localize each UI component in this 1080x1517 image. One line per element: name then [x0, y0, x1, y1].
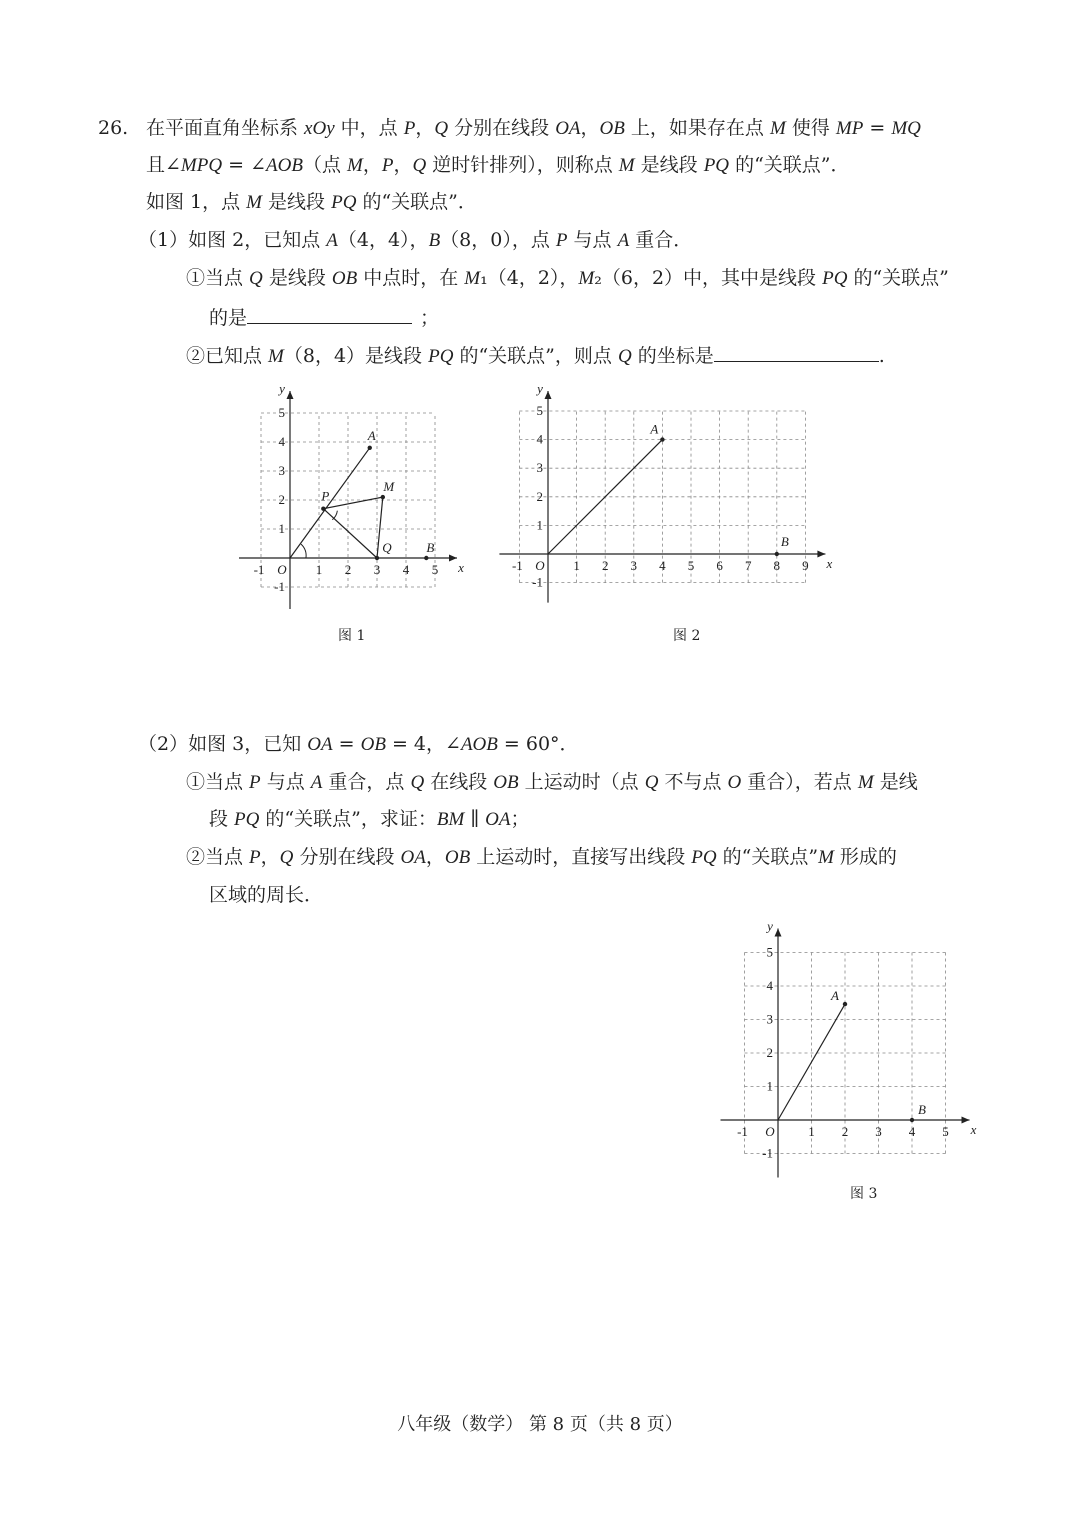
text-run: ， — [415, 117, 435, 139]
text-run: 重合，点 — [322, 771, 411, 793]
point-A — [368, 446, 372, 450]
x-tick-label: 3 — [875, 1124, 882, 1139]
q1-answer-prefix: 的是 — [209, 307, 248, 329]
text-run: 重合． — [629, 229, 693, 251]
part1-question2 — [186, 341, 885, 370]
label-B: B — [918, 1102, 926, 1117]
math-symbol: PQ — [428, 346, 454, 367]
q2-text — [186, 345, 714, 367]
y-tick-label: -1 — [762, 1145, 773, 1161]
figure-1 — [240, 380, 470, 620]
math-symbol: OA — [400, 847, 426, 868]
math-symbol: OB — [599, 118, 625, 139]
point-B — [910, 1118, 914, 1122]
y-axis-label: y — [279, 381, 285, 396]
x-tick-label: 3 — [373, 562, 381, 577]
text-run: ①当点 — [186, 267, 250, 289]
math-symbol: Q — [644, 772, 659, 793]
math-symbol: PQ — [822, 268, 848, 289]
math-symbol: M — [618, 155, 635, 176]
point-Q — [375, 556, 379, 560]
text-run: ， — [393, 154, 413, 176]
text-run: 与点 — [260, 771, 311, 793]
math-symbol: M — [246, 192, 262, 213]
y-axis-arrow — [287, 391, 294, 399]
text-run: ②当点 — [186, 846, 250, 868]
x-tick-label: 9 — [802, 558, 809, 573]
text-run: 的“关联点” — [847, 267, 949, 289]
label-A: A — [367, 427, 376, 443]
x-tick-label: 5 — [431, 562, 439, 577]
label-Q: Q — [382, 540, 392, 555]
x-tick-label: 6 — [716, 558, 723, 573]
math-symbol: M — [346, 155, 363, 176]
math-symbol: P — [249, 847, 261, 868]
text-run: 分别在线段 — [448, 117, 556, 139]
math-symbol: OB — [444, 847, 471, 868]
text-run: = 4，∠ — [385, 733, 461, 755]
math-symbol: P — [381, 155, 394, 176]
y-tick-label: 2 — [278, 492, 285, 507]
text-run: ②已知点 — [186, 345, 269, 367]
text-run: = — [332, 733, 361, 755]
text-run: （8，0），点 — [440, 229, 556, 251]
math-symbol: OA — [485, 809, 511, 830]
math-symbol: M — [464, 268, 481, 289]
math-symbol: AOB — [460, 734, 498, 755]
text-run: ， — [362, 154, 382, 176]
text-run: 中，点 — [334, 117, 404, 139]
y-tick-label: 3 — [278, 463, 285, 478]
x-tick-label: 4 — [659, 558, 666, 573]
text-run: 中点时，在 — [357, 267, 465, 289]
part2-question1-line1 — [186, 769, 918, 796]
math-symbol: A — [617, 230, 630, 251]
math-symbol: PQ — [234, 809, 260, 830]
text-run: ； — [510, 808, 530, 830]
point-A — [660, 437, 664, 441]
answer-blank-1[interactable] — [247, 303, 412, 324]
y-axis-label: y — [537, 381, 543, 396]
figure-3-caption: 图 3 — [850, 1186, 878, 1202]
part1-heading — [138, 227, 692, 254]
math-symbol: M — [268, 346, 284, 367]
label-B: B — [426, 540, 435, 555]
text-run: 上，如果存在点 — [624, 117, 770, 139]
y-tick-label: 1 — [766, 1078, 773, 1094]
text-run: （8，4）是线段 — [283, 345, 429, 367]
point-P — [321, 507, 325, 511]
point-B — [424, 556, 428, 560]
text-run: 在线段 — [424, 771, 494, 793]
y-tick-label: 5 — [766, 944, 773, 960]
math-symbol: AOB — [266, 155, 303, 176]
text-run: = ∠ — [222, 154, 266, 176]
text-run: ∥ — [464, 808, 486, 830]
text-run: 使得 — [785, 117, 836, 139]
text-run: 是线段 — [262, 191, 332, 213]
text-run: ， — [580, 117, 600, 139]
text-run: 形成的 — [833, 846, 897, 868]
text-run: （1）如图 2，已知点 — [138, 229, 327, 251]
point-M — [381, 495, 385, 499]
answer-blank-2[interactable] — [714, 341, 879, 362]
figure-2-caption: 图 2 — [673, 628, 701, 644]
segment-OA — [548, 440, 662, 554]
math-symbol: OB — [331, 268, 358, 289]
text-run: ₂（6，2）中，其中是线段 — [594, 267, 823, 289]
text-run: 是线 — [873, 771, 918, 793]
math-symbol: Q — [434, 118, 449, 139]
text-run: （点 — [302, 154, 347, 176]
label-M: M — [383, 479, 395, 495]
math-symbol: M — [578, 268, 595, 289]
math-symbol: Q — [410, 772, 425, 793]
math-symbol: MQ — [891, 118, 921, 139]
intro-line-1 — [146, 115, 921, 142]
math-symbol: MP — [835, 118, 864, 139]
math-symbol: P — [403, 118, 416, 139]
text-run: 与点 — [567, 229, 618, 251]
text-run: 在平面直角坐标系 — [146, 117, 305, 139]
part1-question1-line2 — [209, 303, 439, 331]
math-symbol: B — [428, 230, 441, 251]
y-tick-label: 5 — [536, 403, 543, 418]
text-run: （4，4）， — [337, 229, 429, 251]
x-tick-label: 2 — [344, 562, 352, 577]
y-axis-arrow — [775, 929, 782, 937]
math-symbol: PQ — [331, 192, 357, 213]
angle-arc-P — [332, 511, 337, 520]
text-run: 如图 1，点 — [146, 191, 247, 213]
text-run: 重合），若点 — [741, 771, 858, 793]
x-tick-label: 4 — [908, 1124, 916, 1139]
text-run: ①当点 — [186, 771, 250, 793]
label-A: A — [650, 421, 659, 437]
text-run: = 60°． — [497, 733, 579, 755]
x-tick-label: 2 — [601, 558, 609, 573]
math-symbol: M — [857, 772, 874, 793]
math-symbol: MPQ — [180, 155, 223, 176]
text-run: 分别在线段 — [293, 846, 401, 868]
text-run: 上运动时，直接写出线段 — [470, 846, 692, 868]
x-tick-label: 5 — [942, 1124, 949, 1139]
math-symbol: P — [555, 230, 568, 251]
text-run: 是线段 — [634, 154, 704, 176]
point-A — [843, 1002, 847, 1006]
x-tick-label: 1 — [573, 558, 580, 573]
x-axis-label: x — [970, 1122, 977, 1137]
math-symbol: OB — [493, 772, 519, 793]
part2-question2-line2: 区域的周长． — [209, 884, 324, 906]
x-tick-label: 4 — [402, 562, 410, 577]
intro-line-3 — [146, 189, 477, 216]
x-tick-label: -1 — [737, 1124, 748, 1139]
text-run: 的“关联点”． — [729, 154, 850, 176]
text-run: ， — [425, 846, 445, 868]
math-symbol: Q — [249, 268, 263, 289]
text-run: 是线段 — [262, 267, 332, 289]
math-symbol: Q — [279, 847, 294, 868]
text-run: ， — [260, 846, 280, 868]
part2-heading — [138, 731, 579, 758]
x-axis-label: x — [458, 560, 464, 575]
figure-1-caption: 图 1 — [338, 628, 366, 644]
y-axis-label: y — [767, 918, 773, 934]
math-symbol: OA — [555, 118, 581, 139]
math-symbol: M — [818, 847, 834, 868]
y-tick-label: 3 — [766, 1011, 773, 1027]
x-tick-label: 2 — [841, 1124, 849, 1139]
math-symbol: OB — [360, 734, 386, 755]
x-tick-label: 8 — [773, 558, 781, 573]
text-run: 的“关联点” — [716, 846, 819, 868]
text-run: 的“关联点”． — [356, 191, 477, 213]
text-run: 逆时针排列），则称点 — [426, 154, 619, 176]
figure-2 — [498, 378, 848, 608]
x-tick-label: 3 — [630, 558, 638, 573]
text-run: （2）如图 3，已知 — [138, 733, 308, 755]
x-tick-label: 7 — [744, 558, 752, 573]
y-tick-label: 4 — [278, 434, 285, 449]
label-A: A — [831, 988, 839, 1004]
x-tick-label: 1 — [315, 562, 323, 577]
page-footer: 八年级（数学） 第 8 页（共 8 页） — [397, 1414, 683, 1435]
x-tick-label: -1 — [253, 562, 265, 577]
math-symbol: O — [727, 772, 742, 793]
y-tick-label: -1 — [532, 574, 543, 590]
y-tick-label: 2 — [536, 488, 543, 504]
text-run: 且∠ — [146, 154, 181, 176]
math-symbol: xOy — [304, 118, 335, 139]
y-tick-label: -1 — [274, 579, 285, 594]
part1-question1-line1 — [186, 265, 949, 292]
text-run: = — [863, 117, 892, 139]
x-tick-label: 5 — [687, 558, 695, 573]
label-P: P — [321, 488, 330, 504]
origin-label: O — [765, 1124, 775, 1139]
y-tick-label: 1 — [278, 521, 285, 536]
math-symbol: P — [249, 772, 261, 793]
origin-label: O — [535, 558, 545, 573]
text-run: ₁（4，2）， — [480, 267, 579, 289]
x-tick-label: 1 — [808, 1124, 815, 1139]
math-symbol: OA — [307, 734, 333, 755]
math-symbol: Q — [412, 155, 427, 176]
origin-label: O — [277, 562, 287, 577]
part2-question2-line1 — [186, 844, 897, 871]
math-symbol: PQ — [691, 847, 717, 868]
angle-arc-O — [301, 544, 306, 558]
math-symbol: M — [769, 118, 786, 139]
segment-PQ — [323, 509, 377, 558]
part2-question1-line2 — [209, 806, 529, 833]
x-axis-arrow — [449, 555, 457, 562]
q2-suffix: . — [878, 345, 885, 367]
x-axis-label: x — [826, 556, 833, 571]
math-symbol: A — [326, 230, 338, 251]
text-run: 的“关联点”，求证： — [259, 808, 437, 830]
math-symbol: BM — [436, 809, 465, 830]
x-tick-label: -1 — [511, 558, 523, 573]
math-symbol: PQ — [703, 155, 730, 176]
point-B — [775, 552, 779, 556]
y-tick-label: 4 — [766, 978, 773, 993]
x-axis-arrow — [962, 1117, 970, 1124]
y-tick-label: 3 — [536, 460, 543, 476]
math-symbol: A — [310, 772, 323, 793]
problem-number: 26. — [98, 117, 129, 139]
text-run: 段 — [209, 808, 235, 830]
intro-line-2 — [146, 152, 850, 179]
text-run: 的“关联点”，则点 — [453, 345, 618, 367]
label-B: B — [780, 534, 789, 549]
y-tick-label: 1 — [536, 517, 543, 533]
segment-OA — [290, 448, 370, 558]
text-run: 的坐标是 — [631, 345, 714, 367]
figure-3 — [720, 915, 985, 1180]
math-symbol: Q — [617, 346, 632, 367]
text-run: 上运动时（点 — [518, 771, 645, 793]
y-axis-arrow — [545, 391, 552, 399]
y-tick-label: 4 — [536, 431, 543, 447]
text-run: 不与点 — [658, 771, 728, 793]
x-axis-arrow — [817, 551, 825, 558]
q1-answer-suffix: ； — [420, 307, 440, 329]
y-tick-label: 5 — [278, 405, 285, 420]
y-tick-label: 2 — [766, 1045, 773, 1060]
